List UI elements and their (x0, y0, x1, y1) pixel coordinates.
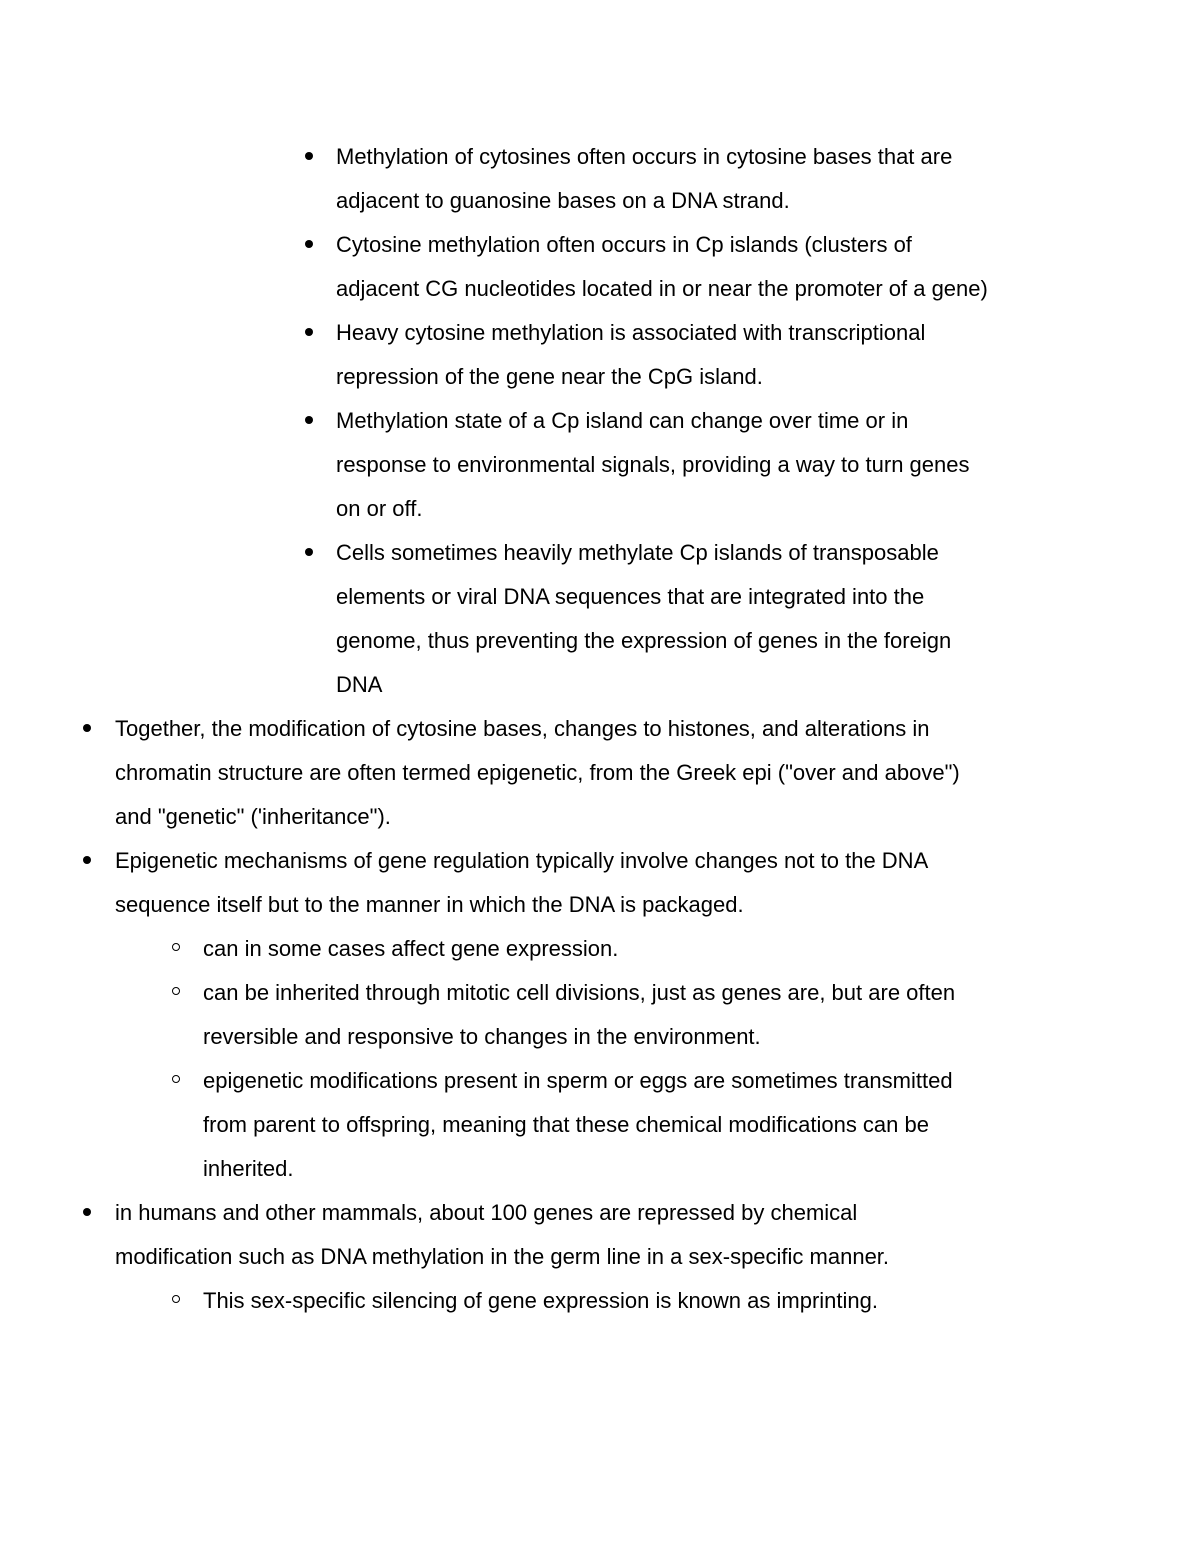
bullet-ring-icon (167, 1279, 185, 1323)
list-item-text: Cytosine methylation often occurs in Cp islands (clusters of adjacent CG nucleotides located in or near the promoter of a gene) (336, 232, 988, 301)
list-item-text: Cells sometimes heavily methylate Cp islands of transposable elements or viral DNA sequences that are integrated into the genome, thus preventing the expression of genes in the foreign DNA (336, 540, 952, 697)
list-item (336, 223, 1126, 311)
bullet-ring-icon (167, 1059, 185, 1103)
list-item (115, 1191, 1135, 1279)
list-item-text: can in some cases affect gene expression. (203, 936, 619, 961)
list-item (336, 399, 1126, 531)
list-item (336, 531, 1126, 707)
list-item (336, 135, 1126, 223)
bullet-ring-icon (167, 927, 185, 971)
list-item (203, 927, 1123, 971)
list-item-text: can be inherited through mitotic cell divisions, just as genes are, but are often reversible and responsive to changes in the environment. (203, 980, 956, 1049)
bullet-dot-icon (300, 399, 318, 443)
list-item-text: Heavy cytosine methylation is associated with transcriptional repression of the gene near the CpG island. (336, 320, 926, 389)
list-item-text: Together, the modification of cytosine bases, changes to histones, and alterations in chromatin structure are often termed epigenetic, from the Greek epi ("over and above") and "genetic" ('inheritance"). (115, 716, 960, 829)
list-item-text: This sex-specific silencing of gene expression is known as imprinting. (203, 1288, 878, 1313)
bullet-dot-icon (300, 531, 318, 575)
bullet-dot-icon (78, 839, 96, 883)
list-item (336, 311, 1126, 399)
list-item (203, 1059, 1123, 1191)
list-item-text: Methylation state of a Cp island can change over time or in response to environmental signals, providing a way to turn genes on or off. (336, 408, 970, 521)
bullet-dot-icon (78, 707, 96, 751)
list-item (203, 971, 1123, 1059)
list-item-text: in humans and other mammals, about 100 genes are repressed by chemical modification such as DNA methylation in the germ line in a sex-specific manner. (115, 1200, 890, 1269)
bullet-ring-icon (167, 971, 185, 1015)
list-item (203, 1279, 1123, 1323)
bullet-dot-icon (78, 1191, 96, 1235)
bullet-dot-icon (300, 223, 318, 267)
bullet-dot-icon (300, 135, 318, 179)
list-item (115, 707, 1135, 839)
list-item-text: epigenetic modifications present in sperm or eggs are sometimes transmitted from parent to offspring, meaning that these chemical modifications can be inherited. (203, 1068, 953, 1181)
list-item-text: Methylation of cytosines often occurs in cytosine bases that are adjacent to guanosine bases on a DNA strand. (336, 144, 953, 213)
list-item (115, 839, 1135, 927)
list-item-text: Epigenetic mechanisms of gene regulation typically involve changes not to the DNA sequence itself but to the manner in which the DNA is packaged. (115, 848, 929, 917)
bullet-dot-icon (300, 311, 318, 355)
